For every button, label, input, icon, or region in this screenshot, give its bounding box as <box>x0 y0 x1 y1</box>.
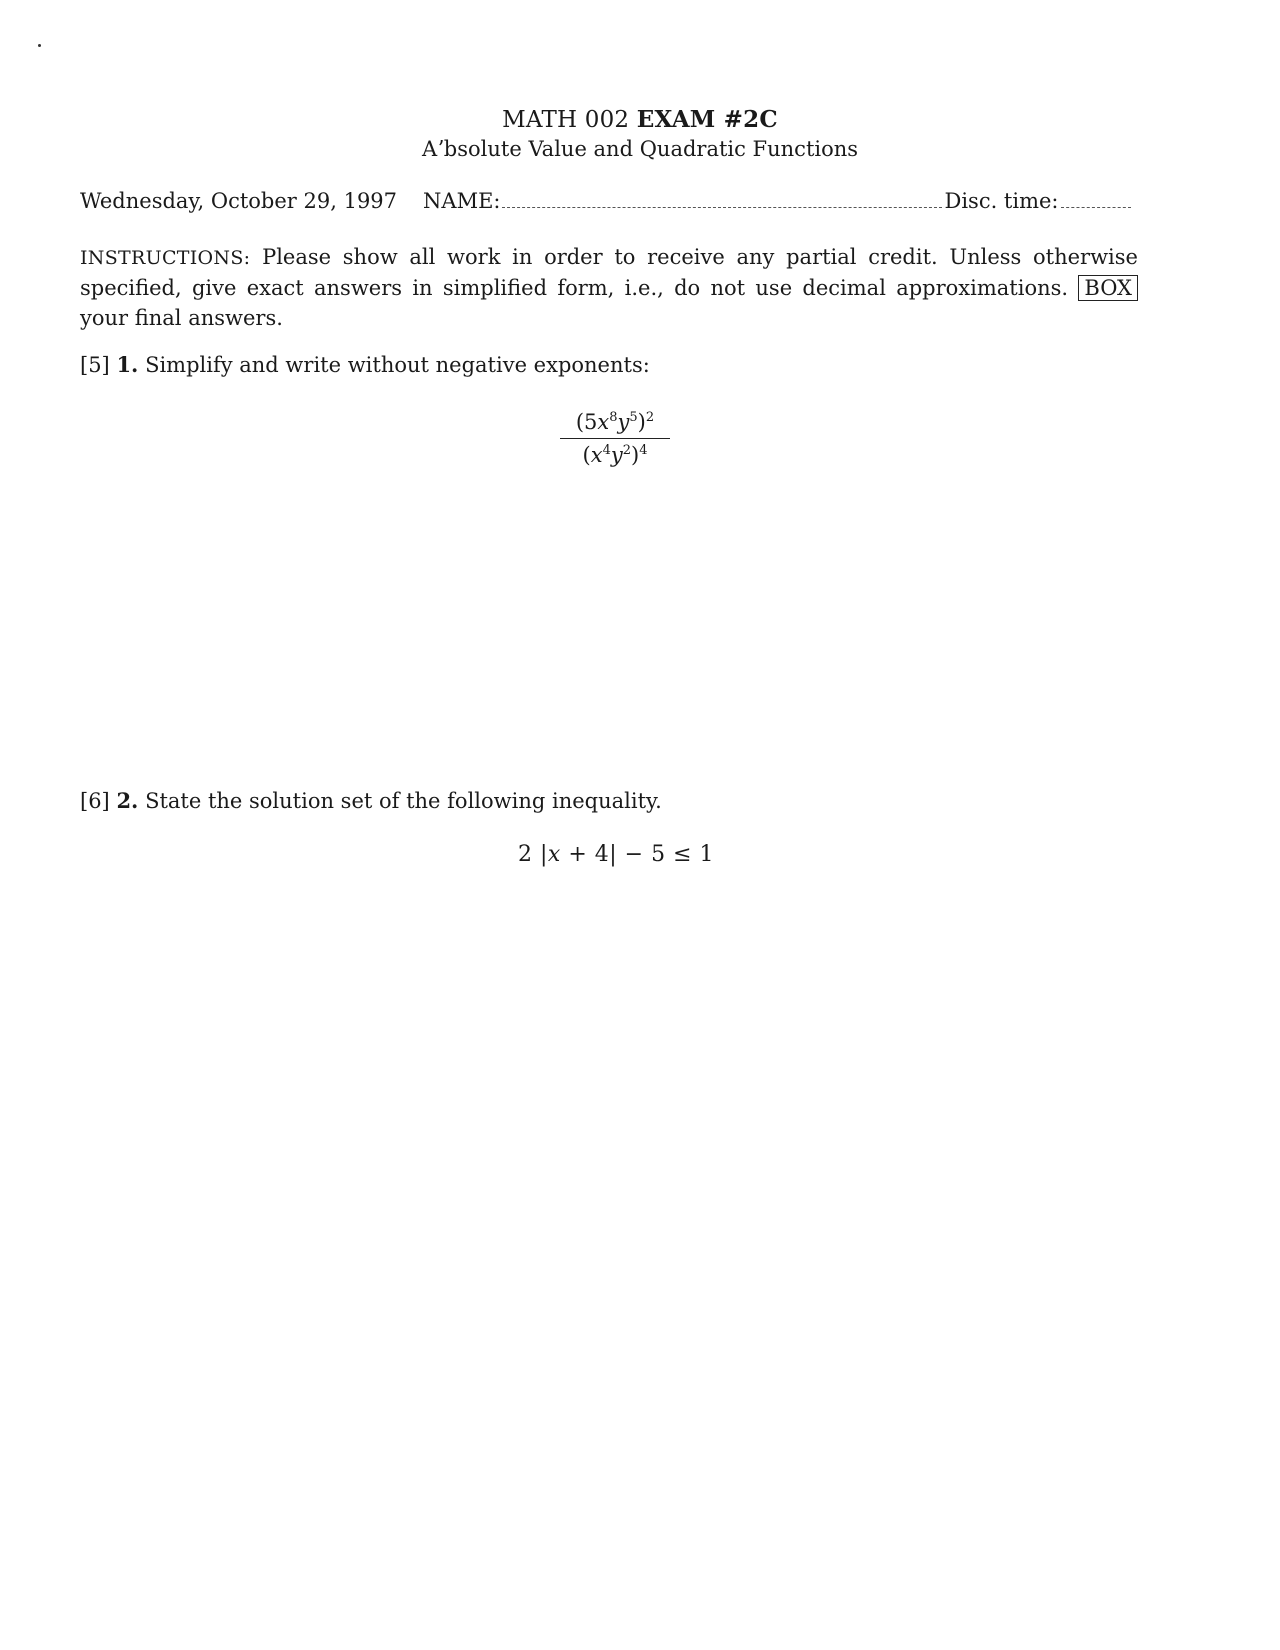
problem-1-points: [5] <box>80 353 110 377</box>
num-exp-y: 5 <box>629 410 638 425</box>
den-open: ( <box>582 443 591 467</box>
fraction-bar <box>560 438 670 439</box>
num-close: ) <box>637 410 646 434</box>
problem-1-expression <box>560 408 670 469</box>
num-open: (5 <box>575 410 598 434</box>
num-exp-x: 8 <box>609 410 618 425</box>
name-label: NAME: <box>423 189 501 213</box>
num-var-x: x <box>597 410 610 434</box>
problem-1 <box>80 352 650 377</box>
ineq-rest: + 4| − 5 ≤ 1 <box>560 842 714 867</box>
num-outer-exp: 2 <box>645 410 655 425</box>
problem-2 <box>80 788 662 813</box>
problem-1-prompt: Simplify and write without negative exponents: <box>145 353 650 377</box>
problem-2-points: [6] <box>80 789 110 813</box>
ineq-var-x: x <box>547 842 561 867</box>
problem-2-prompt: State the solution set of the following inequality. <box>145 789 662 813</box>
exam-title <box>0 106 1280 133</box>
exam-date: Wednesday, October 29, 1997 <box>80 189 398 213</box>
den-close: ) <box>631 443 640 467</box>
instructions <box>80 242 1138 333</box>
title-bold: EXAM #2C <box>636 106 778 133</box>
name-blank-line[interactable] <box>502 191 942 208</box>
title-prefix: MATH 002 <box>502 107 630 133</box>
exam-subtitle: Aʼbsolute Value and Quadratic Functions <box>421 137 859 161</box>
instructions-label: INSTRUCTIONS: <box>80 247 251 269</box>
instructions-text: Please show all work in order to receive any partial credit. Unless otherwise specified, give exact answers in simplified form, i.e., do not use decimal approximations. <box>80 245 1138 300</box>
den-outer-exp: 4 <box>639 443 648 458</box>
disc-time-blank-line[interactable] <box>1061 191 1131 208</box>
den-exp-y: 2 <box>622 443 631 458</box>
den-exp-x: 4 <box>602 443 611 458</box>
instructions-text-end: your final answers. <box>80 306 283 330</box>
scan-speck <box>38 44 41 47</box>
num-var-y: y <box>617 410 630 434</box>
problem-2-expression <box>518 842 714 867</box>
name-row <box>80 189 1138 213</box>
fraction-numerator <box>560 408 670 436</box>
problem-1-number: 1. <box>116 352 139 377</box>
den-var-y: y <box>610 443 623 467</box>
fraction-denominator <box>560 441 670 469</box>
den-var-x: x <box>590 443 603 467</box>
box-word: BOX <box>1078 275 1138 301</box>
disc-time-label: Disc. time: <box>944 189 1059 213</box>
ineq-lead: 2 | <box>518 842 548 867</box>
problem-2-number: 2. <box>116 788 139 813</box>
